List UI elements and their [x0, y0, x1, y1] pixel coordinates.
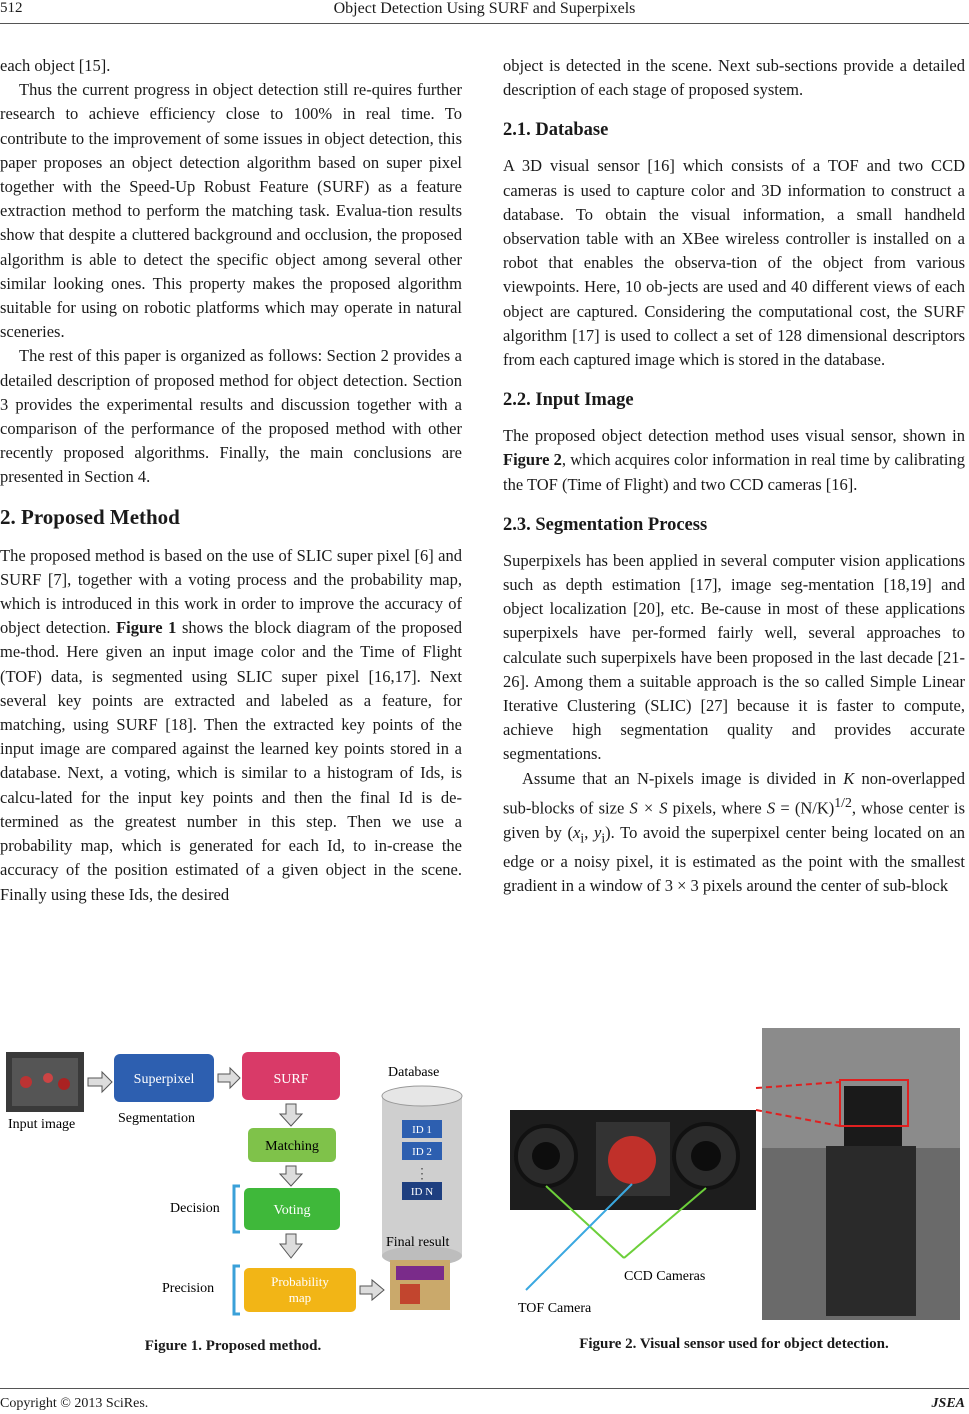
running-title: Object Detection Using SURF and Superpixels [333, 0, 636, 17]
subsection-heading: 2.2. Input Image [503, 390, 634, 411]
db-id-1: ID 1 [412, 1124, 432, 1136]
paragraph: each object [15]. [0, 56, 111, 75]
paragraph: The rest of this paper is organized as follows: Section 2 provides a detailed description of proposed method for object detection. Section 3 provides the experimental results and discussion together with a comparison of the performance of the proposed method with other recently proposed algorithms. Finally, the main conclusions are presented in Section 4. [0, 346, 462, 487]
paragraph: A 3D visual sensor [16] which consists of a TOF and two CCD cameras is used to capture color and 3D information to construct a database. To obtain the visual information, a small handheld observation table with an XBee wireless controller is installed on a robot that enables the observa-tion of the object from various viewpoints. Here, 10 ob-jects are used and 40 different views of each object are captured. Considering the computational cost, the SURF algorithm [17] is used to collect a set of 128 dimensional descriptors from each captured image which is stored in the database. [503, 156, 965, 370]
fat-arrow [280, 1166, 302, 1186]
page-number: 512 [0, 0, 23, 16]
header-rule [0, 23, 969, 24]
input-image-photo [6, 1052, 84, 1112]
figure-1 [2, 1046, 472, 1331]
voting-label: Voting [273, 1203, 311, 1218]
decision-label: Decision [170, 1201, 220, 1216]
decision-bracket [234, 1186, 240, 1232]
figure-reference[interactable]: Figure 2 [503, 450, 562, 470]
paragraph: Assume that an N-pixels image is divided in K non-overlapped sub-blocks of size S × S pixels, where $S = (N/K)^{1/2}$, whose center is given by ($x_i$, $y_i$). To avoid the superpixel center being located on an edge or a noisy pixel, it is estimated as the point with the smallest gradient in a window of 3 × 3 pixels around the center of sub-block [503, 768, 966, 896]
paragraph: object is detected in the scene. Next sub-sections provide a detailed description of each stage of proposed system. [503, 56, 965, 100]
segmentation-label: Segmentation [118, 1111, 195, 1126]
superpixel-label: Superpixel [133, 1072, 195, 1087]
subsection-heading: 2.3. Segmentation Process [503, 514, 708, 535]
db-ellipsis: ⋮ [415, 1167, 429, 1182]
database-label: Database [388, 1065, 440, 1080]
map-label: map [288, 1290, 312, 1305]
matching-label: Matching [265, 1139, 319, 1154]
fat-arrow [360, 1280, 384, 1300]
surf-label: SURF [273, 1072, 309, 1087]
camera-rig [510, 1110, 756, 1210]
fat-arrow [88, 1072, 112, 1092]
left-column [0, 54, 462, 907]
paragraph: The proposed object detection method uses visual sensor, shown in Figure 2, which acquires color information in real time by calibrating the TOF (Time of Flight) and two CCD cameras [16]. [503, 426, 965, 494]
db-id-n: ID N [410, 1186, 434, 1198]
figure-1-caption: Figure 1. Proposed method. [144, 1338, 322, 1354]
paragraph: Thus the current progress in object detection still re-quires further research to achieve efficiency close to 100% in real time. To contribute to the improvement of some issues in object detection, this paper proposes an object detection algorithm based on super pixel together with the Speed-Up Robust Feature (SURF) as a feature extraction method to perform the matching task. Evalua-tion results show that despite a cluttered background and occlusion, the proposed algorithm is able to detect the specific object among several other similar looking ones. This property makes the proposed algorithm suitable for using on robotic platforms which may operate in natural sceneries. [0, 80, 462, 342]
precision-bracket [234, 1266, 240, 1314]
final-result-photo [390, 1260, 450, 1310]
paragraph: Superpixels has been applied in several computer vision applications such as depth estimation [17], image seg-mentation [18,19] and object localization [20], etc. Be-cause in most of these applications superpixels have per-formed fairly well, several approaches to calculate such superpixels have been proposed in the last decade [21-26]. Among them a suitable approach is the so called Simple Linear Iterative Clustering (SLIC) [27] because it is faster to compute, achieve high segmentation quality and provides accurate segmentations. [503, 550, 965, 764]
tof-camera-label: TOF Camera [518, 1301, 592, 1316]
paragraph: The proposed method is based on the use of SLIC super pixel [6] and SURF [7], together with a voting process and the probability map, which is introduced in this work in order to improve the accuracy of object detection. Figure 1 shows the block diagram of the proposed me-thod. Here given an input image color and the Time of Flight (TOF) data, is segmented using SLIC super pixel [16,17]. Next several key points are extracted and labeled as a feature, for matching, using SURF [18]. Then the extracted key points of the input image are compared against the learned key points stored in a database. Next, a voting, which is similar to a histogram of Ids, is calcu-lated for the input key points and then the final Id is de-termined as the greatest number in this step. Then we use a probability map, which is generated for each Id, to in-crease the accuracy of the position estimated of a given object in the scene. Finally using these Ids, the desired [0, 545, 462, 904]
sensor-photo [506, 1026, 962, 1324]
figure-reference[interactable]: Figure 1 [116, 618, 177, 638]
ccd-cameras-label: CCD Cameras [624, 1269, 706, 1284]
precision-label: Precision [162, 1281, 215, 1296]
figure-2-caption: Figure 2. Visual sensor used for object detection. [579, 1336, 889, 1352]
fat-arrow [280, 1234, 302, 1258]
figure-2 [506, 1026, 962, 1324]
fat-arrow [218, 1068, 240, 1088]
block-diagram [2, 1046, 472, 1331]
journal-name: JSEA [931, 1396, 965, 1411]
input-image-label: Input image [8, 1117, 76, 1132]
footer-rule [0, 1388, 969, 1389]
fat-arrow [280, 1104, 302, 1126]
db-id-2: ID 2 [412, 1146, 432, 1158]
section-heading: 2. Proposed Method [0, 504, 180, 529]
final-result-label: Final result [386, 1235, 450, 1250]
robot-photo [762, 1028, 960, 1320]
probability-label: Probability [271, 1274, 329, 1289]
right-column [503, 54, 965, 898]
copyright: Copyright © 2013 SciRes. [0, 1396, 149, 1411]
subsection-heading: 2.1. Database [503, 120, 609, 141]
